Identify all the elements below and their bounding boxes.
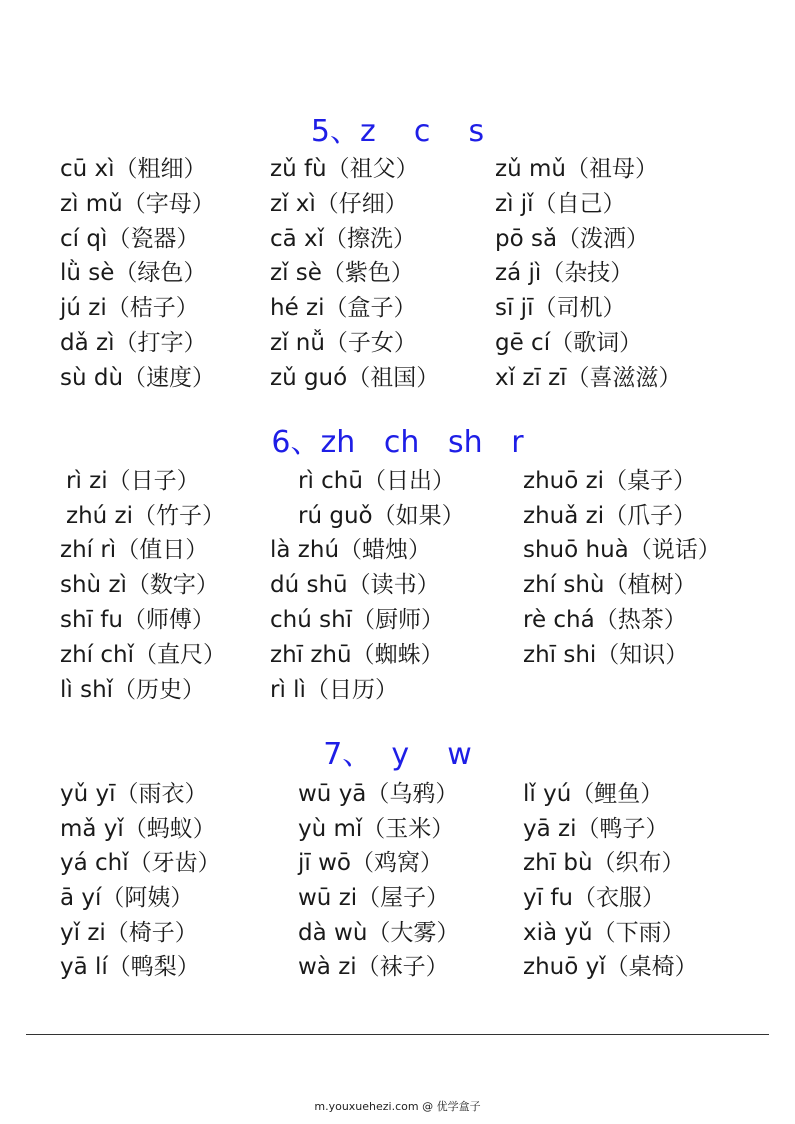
word-entry: zì jǐ（自己） — [495, 191, 626, 217]
word-entry: cū xì（粗细） — [60, 156, 207, 182]
word-entry: zǔ fù（祖父） — [270, 156, 419, 182]
footer-source: m.youxuehezi.com @ 优学盒子 — [314, 1100, 481, 1113]
word-entry: rì lì（日历） — [270, 677, 398, 703]
word-entry: cā xǐ（擦洗） — [270, 226, 417, 252]
word-entry: zhí rì（值日） — [60, 537, 209, 563]
section-5-heading: 5、z c s — [310, 114, 485, 149]
word-entry: lì shǐ（历史） — [60, 677, 206, 703]
word-entry: zhī zhū（蜘蛛） — [270, 642, 444, 668]
word-entry: hé zi（盒子） — [270, 295, 417, 321]
word-entry: xǐ zī zī（喜滋滋） — [495, 365, 682, 391]
word-entry: wū yā（乌鸦） — [298, 781, 459, 807]
section-7-heading: 7、 y w — [323, 737, 472, 772]
word-entry: sī jī（司机） — [495, 295, 626, 321]
word-entry: rè chá（热茶） — [523, 607, 687, 633]
word-entry: zhuǎ zi（爪子） — [523, 503, 697, 529]
word-entry: zá jì（杂技） — [495, 260, 634, 286]
word-entry: ā yí（阿姨） — [60, 885, 194, 911]
word-entry: rú guǒ（如果） — [298, 503, 465, 529]
word-entry: zhí shù（植树） — [523, 572, 697, 598]
word-entry: sù dù（速度） — [60, 365, 216, 391]
word-entry: zhú zi（竹子） — [66, 503, 226, 529]
word-entry: dú shū（读书） — [270, 572, 440, 598]
word-entry: jú zi（桔子） — [60, 295, 199, 321]
word-entry: yù mǐ（玉米） — [298, 816, 455, 842]
word-entry: chú shī（厨师） — [270, 607, 445, 633]
word-entry: zhuō yǐ（桌椅） — [523, 954, 698, 980]
word-entry: pō sǎ（泼洒） — [495, 226, 650, 252]
word-entry: wū zi（屋子） — [298, 885, 450, 911]
word-entry: zǐ sè（紫色） — [270, 260, 414, 286]
word-entry: yā zi（鸭子） — [523, 816, 669, 842]
word-entry: zǔ guó（祖国） — [270, 365, 440, 391]
word-entry: zǔ mǔ（祖母） — [495, 156, 658, 182]
word-entry: zhī shi（知识） — [523, 642, 689, 668]
word-entry: lǐ yú（鲤鱼） — [523, 781, 664, 807]
word-entry: rì zi（日子） — [66, 468, 200, 494]
word-entry: xià yǔ（下雨） — [523, 920, 685, 946]
word-entry: lǜ sè（绿色） — [60, 260, 207, 286]
word-entry: mǎ yǐ（蚂蚁） — [60, 816, 216, 842]
word-entry: dà wù（大雾） — [298, 920, 460, 946]
word-entry: zhí chǐ（直尺） — [60, 642, 226, 668]
word-entry: cí qì（瓷器） — [60, 226, 200, 252]
word-entry: rì chū（日出） — [298, 468, 455, 494]
word-entry: dǎ zì（打字） — [60, 330, 207, 356]
word-entry: yī fu（衣服） — [523, 885, 665, 911]
word-entry: zǐ xì（仔细） — [270, 191, 408, 217]
word-entry: wà zi（袜子） — [298, 954, 449, 980]
section-6-heading: 6、zh ch sh r — [271, 425, 524, 460]
word-entry: yǐ zi（椅子） — [60, 920, 198, 946]
word-entry: gē cí（歌词） — [495, 330, 643, 356]
word-entry: yā lí（鸭梨） — [60, 954, 200, 980]
word-entry: zhuō zi（桌子） — [523, 468, 697, 494]
word-entry: zǐ nǚ（子女） — [270, 330, 417, 356]
word-entry: jī wō（鸡窝） — [298, 850, 443, 876]
word-entry: shī fu（师傅） — [60, 607, 215, 633]
word-entry: là zhú（蜡烛） — [270, 537, 432, 563]
word-entry: yá chǐ（牙齿） — [60, 850, 221, 876]
word-entry: shù zì（数字） — [60, 572, 219, 598]
divider — [26, 1034, 769, 1035]
word-entry: zì mǔ（字母） — [60, 191, 215, 217]
word-entry: zhī bù（织布） — [523, 850, 685, 876]
word-entry: shuō huà（说话） — [523, 537, 721, 563]
word-entry: yǔ yī（雨衣） — [60, 781, 208, 807]
